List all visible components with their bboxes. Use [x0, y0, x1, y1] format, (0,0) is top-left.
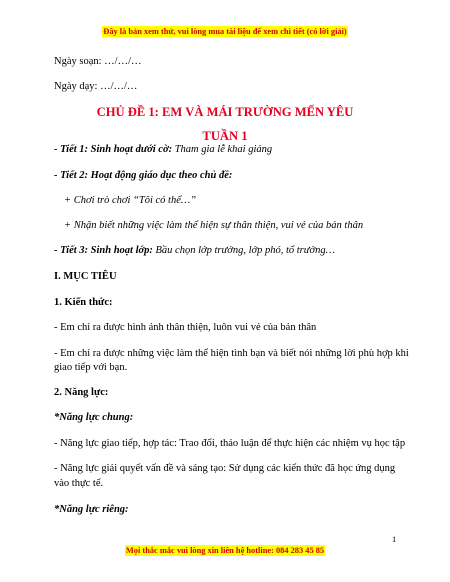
page-number: 1: [392, 534, 397, 544]
heading-nang-luc: 2. Năng lực:: [54, 387, 109, 398]
section-muc-tieu: I. MỤC TIÊU: [54, 271, 117, 282]
tiet-1-label: - Tiết 1: Sinh hoạt dưới cờ:: [54, 144, 173, 155]
tiet-1: [54, 143, 272, 156]
tiet-2-item: + Nhận biết những việc làm thể hiện sự thân thiện, vui vẻ của bản thân: [64, 220, 364, 231]
preview-notice-banner: [0, 27, 450, 36]
kien-thuc-line: giao tiếp với bạn.: [54, 362, 128, 373]
heading-nang-luc-chung: *Năng lực chung:: [54, 412, 134, 423]
tiet-2-item: + Chơi trò chơi “Tôi có thể…”: [64, 195, 197, 206]
nang-luc-chung-line: - Năng lực giải quyết vấn đề và sáng tạo: Sử dụng các kiến thức đã học ứng dụng: [54, 463, 396, 474]
hotline-text: Mọi thắc mắc vui lòng xin liên hệ hotline: 084 283 45 85: [125, 546, 325, 555]
hotline-banner: [0, 546, 450, 555]
tiet-1-text: Tham gia lễ khai giảng: [172, 144, 273, 155]
nang-luc-chung-line: vào thực tế.: [54, 478, 104, 489]
tiet-3: [54, 244, 335, 257]
ngay-day: Ngày dạy: …/…/…: [54, 81, 138, 92]
ngay-soan: Ngày soạn: …/…/…: [54, 56, 142, 67]
topic-title: CHỦ ĐỀ 1: EM VÀ MÁI TRƯỜNG MẾN YÊU: [96, 105, 354, 119]
nang-luc-chung-line: - Năng lực giao tiếp, hợp tác: Trao đổi, thảo luận để thực hiện các nhiệm vụ học tập: [54, 438, 406, 449]
tiet-2-label: - Tiết 2: Hoạt động giáo dục theo chủ đề:: [54, 170, 233, 181]
week-title: TUẦN 1: [202, 129, 248, 143]
preview-notice-text: Đây là bản xem thử, vui lòng mua tài liệu để xem chi tiết (có lời giải): [103, 27, 347, 36]
tiet-2: [54, 169, 232, 182]
tiet-3-text: Bầu chọn lớp trưởng, lớp phó, tổ trưởng…: [152, 245, 335, 256]
heading-kien-thuc: 1. Kiến thức:: [54, 297, 113, 308]
heading-nang-luc-rieng: *Năng lực riêng:: [54, 504, 129, 515]
tiet-3-label: - Tiết 3: Sinh hoạt lớp:: [54, 245, 153, 256]
kien-thuc-line: - Em chỉ ra được hình ảnh thân thiện, luôn vui vẻ của bản thân: [54, 322, 317, 333]
kien-thuc-line: - Em chỉ ra được những việc làm thể hiện tình bạn và biết nói những lời phù hợp khi: [54, 348, 409, 359]
